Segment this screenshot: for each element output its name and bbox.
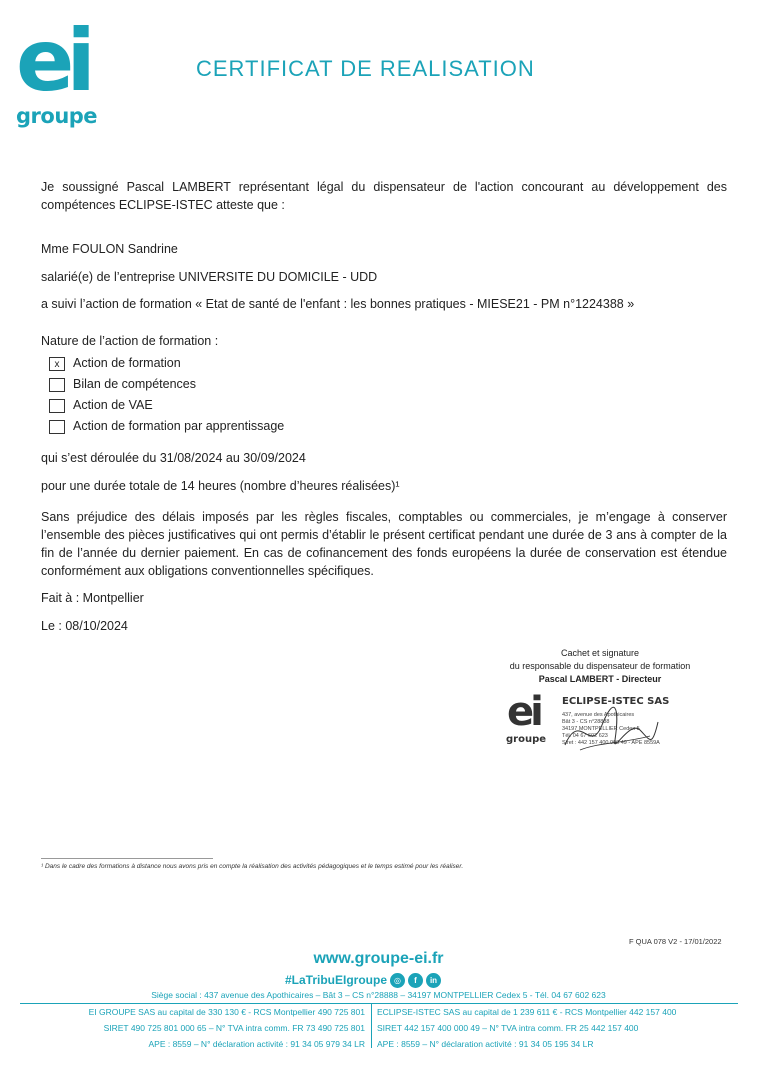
handwritten-signature <box>560 700 660 760</box>
stamp-address-3: 34197 MONTPELLIER Cedex 5 <box>562 726 640 732</box>
stamp-phone: Tél. 04 67 602 623 <box>562 733 608 739</box>
ei-groupe-logo <box>14 11 106 130</box>
nature-option-apprentissage <box>49 418 284 434</box>
footer-right-line-2: SIRET 442 157 400 000 49 – N° TVA intra comm. FR 25 442 157 400 <box>377 1023 639 1033</box>
option-label: Action de formation par apprentissage <box>73 419 285 433</box>
checkbox-checked: x <box>49 357 65 371</box>
dates-line: qui s’est déroulée du 31/08/2024 au 30/09/2024 <box>41 451 306 465</box>
footer-left-line-1: EI GROUPE SAS au capital de 330 130 € - RCS Montpellier 490 725 801 <box>88 1007 365 1017</box>
stamp-logo-subtitle: groupe <box>506 734 547 745</box>
linkedin-icon[interactable]: in <box>426 973 441 988</box>
checkbox-empty <box>49 378 65 392</box>
footer-right-line-3: APE : 8559 – N° déclaration activité : 91 34 05 195 34 LR <box>377 1039 594 1049</box>
option-label: Action de formation <box>73 356 181 370</box>
intro-paragraph: Je soussigné Pascal LAMBERT représentant légal du dispensateur de l'action concourant au développement des compétences ECLIPSE-ISTEC atteste que : <box>41 180 727 212</box>
nature-option-vae <box>49 397 153 413</box>
logo-mark: ei <box>16 11 88 111</box>
nature-option-action-formation <box>49 355 181 371</box>
website-link[interactable]: www.groupe-ei.fr <box>313 950 444 967</box>
stamp-address-1: 437, avenue des Apothicaires <box>562 712 635 718</box>
stamp-address-2: Bât 3 - CS n°28888 <box>562 719 610 725</box>
option-label: Bilan de compétences <box>73 377 196 391</box>
option-label: Action de VAE <box>73 398 153 412</box>
facebook-icon[interactable]: f <box>408 973 423 988</box>
footer-left-column <box>20 1004 365 1052</box>
date-line: Le : 08/10/2024 <box>41 619 128 633</box>
action-line: a suivi l’action de formation « Etat de santé de l'enfant : les bonnes pratiques - MIESE21 - PM n°1224388 » <box>41 297 635 311</box>
head-office-address: Siège social : 437 avenue des Apothicaires – Bât 3 – CS n°28888 – 34197 MONTPELLIER Cedex 5 - Tél. 04 67 602 623 <box>151 990 606 1000</box>
checkbox-empty <box>49 399 65 413</box>
footnote-separator <box>41 858 213 859</box>
beneficiary-name: Mme FOULON Sandrine <box>41 242 178 256</box>
footer-right-column <box>377 1004 737 1052</box>
document-title: CERTIFICAT DE REALISATION <box>196 56 535 81</box>
footer-left-line-2: SIRET 490 725 801 000 65 – N° TVA intra comm. FR 73 490 725 801 <box>103 1023 365 1033</box>
signatory-name: Pascal LAMBERT - Directeur <box>538 674 662 684</box>
logo-subtitle: groupe <box>16 104 98 128</box>
nature-label: Nature de l’action de formation : <box>41 334 219 348</box>
hashtag: #LaTribuEIgroupe <box>285 973 388 987</box>
duration-line: pour une durée totale de 14 heures (nombre d’heures réalisées)¹ <box>41 479 400 493</box>
social-row <box>285 971 441 989</box>
signature-caption-2: du responsable du dispensateur de formation <box>509 661 691 671</box>
nature-option-bilan <box>49 376 196 392</box>
document-reference: F QUA 078 V2 - 17/01/2022 <box>629 937 722 946</box>
stamp-company-name: ECLIPSE-ISTEC SAS <box>562 696 670 707</box>
engagement-paragraph: Sans préjudice des délais imposés par les règles fiscales, comptables ou commerciales, je m’engage à conserver l’ensemble des pièces justificatives qui ont permis d’établir le présent certificat pendant une durée de 3 ans à compter de la fin de l’année du dernier paiement. En cas de cofinancement des fonds européens la durée de conservation est étendue conformément aux obligations conventionnelles spécifiques. <box>41 510 727 578</box>
instagram-icon[interactable]: ◎ <box>390 973 405 988</box>
footer-right-line-1: ECLIPSE-ISTEC SAS au capital de 1 239 611 € - RCS Montpellier 442 157 400 <box>377 1007 677 1017</box>
footer-column-divider <box>371 1004 372 1048</box>
footnote: ¹ Dans le cadre des formations à distance nous avons pris en compte la réalisation des activités pédagogiques et le temps estimé pour les réaliser. <box>41 863 464 870</box>
stamp-siret: Siret : 442 157 400 000 49 - APE 8559A <box>562 740 660 746</box>
checkbox-empty <box>49 420 65 434</box>
signature-caption-1: Cachet et signature <box>560 648 640 658</box>
employer-line: salarié(e) de l’entreprise UNIVERSITE DU DOMICILE - UDD <box>41 270 378 284</box>
stamp-logo-mark: ei <box>507 689 540 735</box>
footer-left-line-3: APE : 8559 – N° déclaration activité : 91 34 05 979 34 LR <box>148 1039 365 1049</box>
place-line: Fait à : Montpellier <box>41 591 144 605</box>
